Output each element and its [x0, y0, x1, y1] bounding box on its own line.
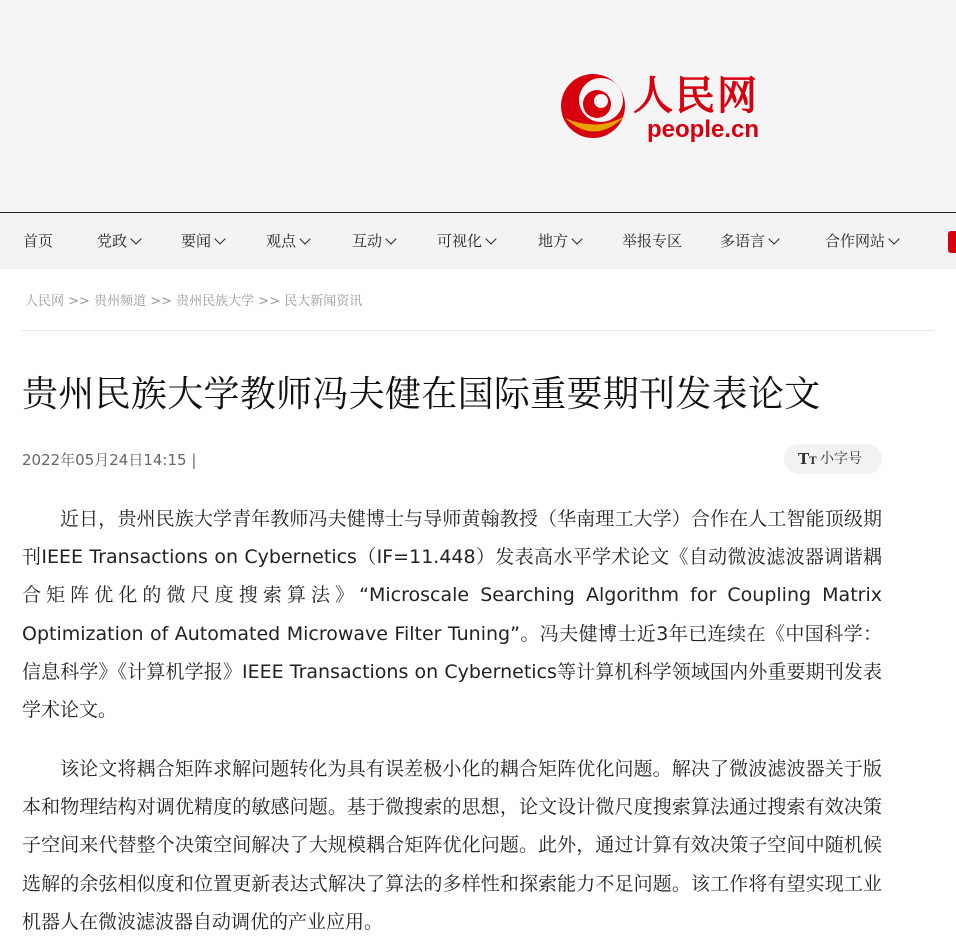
chevron-down-icon — [768, 233, 779, 244]
nav-label: 互动 — [352, 232, 383, 250]
site-header — [0, 0, 956, 212]
nav-item-interaction[interactable] — [352, 213, 395, 269]
breadcrumb-link-news[interactable]: 民大新闻资讯 — [284, 294, 363, 309]
breadcrumb-divider — [22, 330, 934, 331]
nav-item-local[interactable] — [538, 213, 581, 269]
nav-item-party-government[interactable] — [97, 213, 140, 269]
nav-label: 地方 — [538, 232, 569, 250]
chevron-down-icon — [888, 233, 899, 244]
breadcrumb — [25, 290, 362, 309]
nav-item-opinion[interactable] — [266, 213, 309, 269]
nav-item-home[interactable] — [23, 213, 53, 269]
font-size-icon: TT — [798, 450, 817, 468]
nav-extra-icon[interactable] — [948, 231, 956, 253]
breadcrumb-separator: >> — [146, 294, 177, 309]
chevron-down-icon — [214, 233, 225, 244]
nav-item-partner-sites[interactable] — [825, 213, 898, 269]
nav-item-visualization[interactable] — [437, 213, 495, 269]
article-paragraph: 近日，贵州民族大学青年教师冯夫健博士与导师黄翰教授（华南理工大学）合作在人工智能顶级期刊IEEE Transactions on Cybernetics（IF=11.448）发表高水平学术论文《自动微波滤波器调谐耦合矩阵优化的微尺度搜索算法》“Microscale Searching Algorithm for Coupling Matrix Optimization of Automated Microwave Filter Tuning”。冯夫健博士近3年已连续在《中国科学：信息科学》《计算机学报》IEEE Transactions on Cybernetics等计算机科学领域国内外重要期刊发表学术论文。 — [22, 508, 882, 722]
article-paragraph: 该论文将耦合矩阵求解问题转化为具有误差极小化的耦合矩阵优化问题。解决了微波滤波器关于版本和物理结构对调优精度的敏感问题。基于微搜索的思想，论文设计微尺度搜索算法通过搜索有效决策子空间来代替整个决策空间解决了大规模耦合矩阵优化问题。此外，通过计算有效决策子空间中随机候选解的余弦相似度和位置更新表达式解决了算法的多样性和探索能力不足问题。该工作将有望实现工业机器人在微波滤波器自动调优的产业应用。 — [22, 758, 882, 933]
logo-chinese-text: 人民网 — [633, 72, 759, 119]
nav-label: 首页 — [23, 232, 54, 250]
nav-item-languages[interactable] — [720, 213, 778, 269]
breadcrumb-separator: >> — [254, 294, 285, 309]
meta-separator: | — [186, 451, 197, 469]
nav-label: 合作网站 — [825, 232, 886, 250]
nav-label: 可视化 — [437, 232, 483, 250]
chevron-down-icon — [299, 233, 310, 244]
breadcrumb-link-university[interactable]: 贵州民族大学 — [176, 294, 255, 309]
chevron-down-icon — [385, 233, 396, 244]
chevron-down-icon — [571, 233, 582, 244]
breadcrumb-link-guizhou-channel[interactable]: 贵州频道 — [94, 294, 147, 309]
breadcrumb-separator: >> — [64, 294, 95, 309]
font-size-toggle-button[interactable] — [784, 444, 882, 474]
site-logo[interactable] — [555, 64, 785, 144]
article-title: 贵州民族大学教师冯夫健在国际重要期刊发表论文 — [22, 374, 821, 415]
main-nav — [0, 212, 956, 269]
logo-english-text: people.cn — [647, 116, 760, 143]
nav-label: 党政 — [97, 232, 128, 250]
nav-label: 要闻 — [181, 232, 212, 250]
article-meta — [22, 449, 196, 470]
chevron-down-icon — [485, 233, 496, 244]
chevron-down-icon — [130, 233, 141, 244]
font-size-label: 小字号 — [820, 451, 862, 467]
breadcrumb-link-people[interactable]: 人民网 — [25, 294, 65, 309]
nav-label: 举报专区 — [622, 232, 683, 250]
nav-item-headlines[interactable] — [181, 213, 224, 269]
nav-label: 多语言 — [720, 232, 766, 250]
nav-label: 观点 — [266, 232, 297, 250]
nav-item-report[interactable] — [622, 213, 682, 269]
publish-date: 2022年05月24日14:15 — [22, 451, 187, 469]
logo-emblem-icon — [555, 66, 635, 146]
